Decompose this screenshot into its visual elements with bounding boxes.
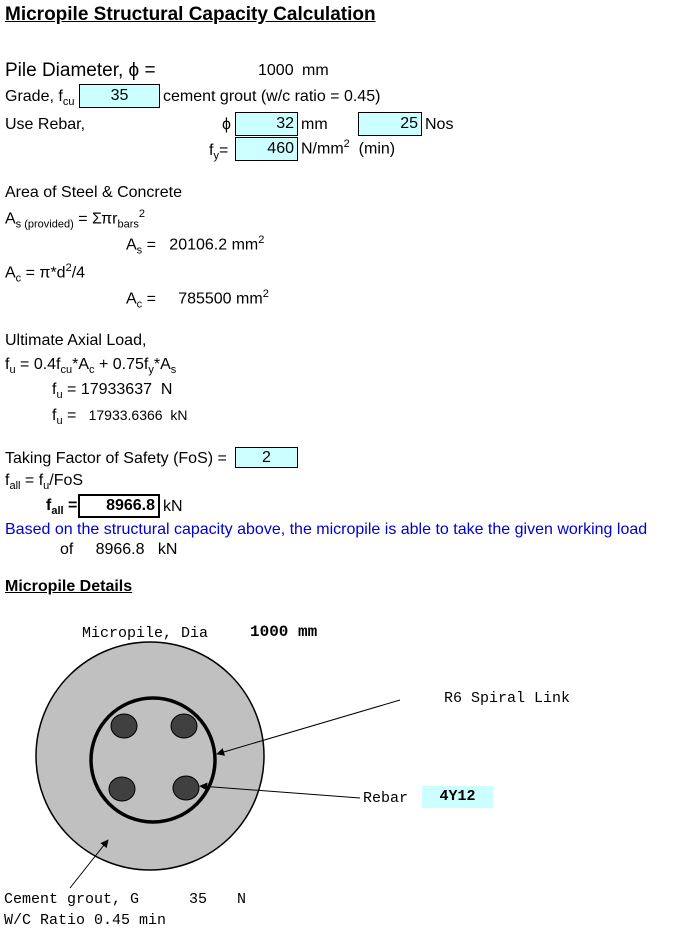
fy-label: $f_y=$	[209, 142, 229, 163]
grout-unit: N	[237, 891, 247, 908]
rebar-bar-1	[111, 714, 137, 738]
grade-label: Grade, $f_{cu}$	[5, 88, 75, 109]
rebar-callout-value[interactable]: 4Y12	[422, 786, 493, 808]
conclusion-load-value: 8966.8	[95, 541, 145, 558]
rebar-callout-label: Rebar	[363, 790, 409, 807]
fu-newtons-value: 17933637	[80, 381, 152, 398]
fu-kilonewtons-value: 17933.6366	[88, 407, 163, 423]
grade-note: cement grout (w/c ratio = 0.45)	[163, 88, 381, 105]
pile-diameter-label: Pile Diameter, ϕ =	[5, 60, 156, 81]
rebar-bar-2	[171, 714, 197, 738]
fy-input[interactable]: 460	[235, 137, 298, 161]
as-formula: $A_{s (provided)} = \Sigma\pi r_{bars}^2$	[5, 208, 146, 231]
conclusion-load: of 8966.8 kN	[60, 541, 178, 558]
spiral-link-circle	[91, 698, 215, 822]
ultimate-formula: $f_u = 0.4f_{cu}*A_c + 0.75f_y*A_s$	[5, 356, 177, 377]
fall-formula: $f_{all} = f_u/FoS$	[5, 472, 84, 493]
rebar-count-unit: Nos	[425, 116, 454, 133]
micropile-dia-label: Micropile, Dia	[82, 625, 209, 642]
grout-label: Cement grout, G	[4, 891, 140, 908]
details-heading: Micropile Details	[5, 578, 133, 595]
fy-unit: $N/mm^2$ (min)	[301, 138, 396, 158]
fos-label: Taking Factor of Safety (FoS) =	[5, 450, 227, 467]
fall-label: $f_{all}$ =	[46, 497, 78, 518]
grade-input[interactable]: 35	[79, 84, 160, 108]
conclusion-text: Based on the structural capacity above, the micropile is able to take the given working load	[5, 521, 648, 538]
pile-diameter-unit: mm	[302, 62, 329, 79]
rebar-count-input[interactable]: 25	[358, 112, 422, 136]
pile-diameter-value: 1000	[258, 62, 294, 79]
fall-result-box: 8966.8	[78, 494, 160, 518]
grout-value: 35	[189, 891, 208, 908]
ultimate-heading: Ultimate Axial Load,	[5, 332, 147, 349]
rebar-diameter-unit: mm	[301, 116, 328, 133]
fu-kilonewtons: $f_u = 17933.6366$ kN	[52, 407, 188, 427]
ac-result: $A_c$ = 785500 $mm^2$	[126, 288, 269, 311]
wc-ratio-label: W/C Ratio 0.45 min	[4, 912, 167, 929]
rebar-bar-3	[109, 777, 135, 801]
area-heading: Area of Steel & Concrete	[5, 184, 182, 201]
fall-unit: kN	[163, 498, 183, 515]
as-value: 20106.2	[169, 236, 228, 254]
page-title: Micropile Structural Capacity Calculation	[5, 4, 376, 25]
rebar-label: Use Rebar,	[5, 116, 86, 133]
ac-formula: $A_c = \pi*d^2/4$	[5, 262, 86, 285]
rebar-phi-symbol: ϕ	[222, 116, 231, 133]
rebar-diameter-input[interactable]: 32	[235, 112, 298, 136]
spiral-link-label: R6 Spiral Link	[444, 690, 571, 707]
micropile-dia-value: 1000 mm	[250, 623, 318, 641]
fu-newtons: $f_u = 17933637$ N	[52, 381, 173, 402]
ac-value: 785500	[178, 290, 232, 308]
rebar-bar-4	[173, 776, 199, 800]
fos-input[interactable]: 2	[235, 447, 298, 468]
as-result: $A_s = 20106.2$ $mm^2$	[126, 234, 265, 257]
